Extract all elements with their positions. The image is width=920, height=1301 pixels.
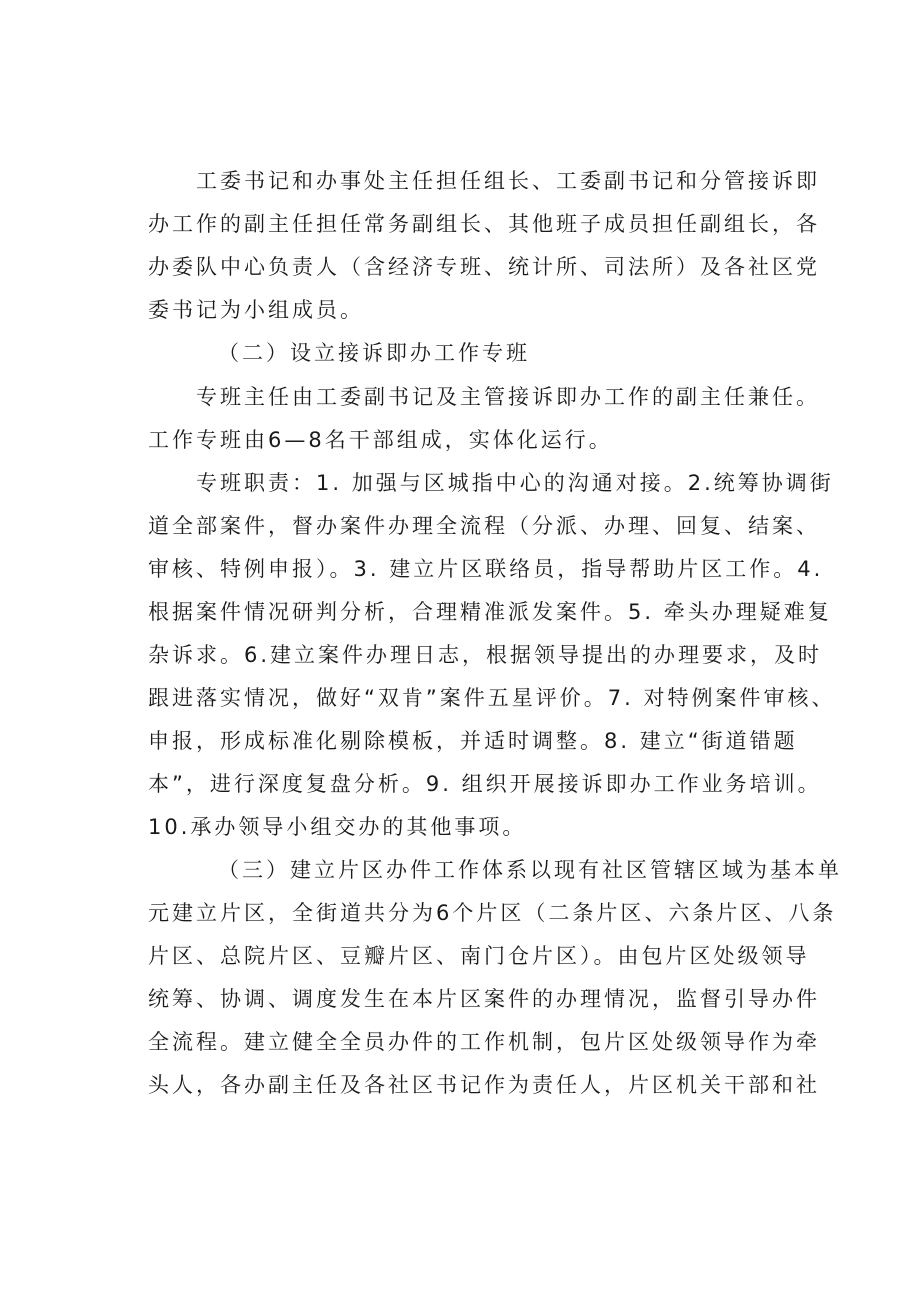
- paragraph-3-line-8: 本”，进行深度复盘分析。9. 组织开展接诉即办工作业务培训。: [148, 772, 822, 796]
- paragraph-4-line-5: 全流程。建立健全全员办件的工作机制，包片区处级领导作为牵: [148, 1030, 820, 1054]
- paragraph-2-line-2: 工作专班由6—8名干部组成，实体化运行。: [148, 428, 613, 452]
- paragraph-4-line-6: 头人，各办副主任及各社区书记作为责任人，片区机关干部和社: [148, 1073, 820, 1097]
- paragraph-3-line-6: 跟进落实情况，做好“双肯”案件五星评价。7. 对特例案件审核、: [148, 686, 836, 710]
- paragraph-3-line-2: 道全部案件，督办案件办理全流程（分派、办理、回复、结案、: [148, 514, 820, 538]
- paragraph-3-line-7: 申报，形成标准化剔除模板，并适时调整。8. 建立“街道错题: [148, 729, 798, 753]
- paragraph-3-line-5: 杂诉求。6.建立案件办理日志，根据领导提出的办理要求，及时: [148, 643, 823, 667]
- paragraph-4-line-3: 片区、总院片区、豆瓣片区、南门仓片区）。由包片区处级领导: [148, 944, 810, 968]
- paragraph-3-line-9: 10.承办领导小组交办的其他事项。: [148, 815, 527, 839]
- paragraph-4-line-1: （三）建立片区办件工作体系以现有社区管辖区域为基本单: [218, 858, 842, 882]
- paragraph-1-line-2: 办工作的副主任担任常务副组长、其他班子成员担任副组长，各: [148, 212, 820, 236]
- section-heading-2: （二）设立接诉即办工作专班: [218, 341, 530, 365]
- paragraph-4-line-2: 元建立片区，全街道共分为6个片区（二条片区、六条片区、八条: [148, 901, 837, 925]
- paragraph-1-line-1: 工委书记和办事处主任担任组长、工委副书记和分管接诉即: [196, 169, 820, 193]
- paragraph-3-line-1: 专班职责：1. 加强与区城指中心的沟通对接。2.统筹协调街: [196, 471, 834, 495]
- paragraph-1-line-4: 委书记为小组成员。: [148, 298, 364, 322]
- paragraph-2-line-1: 专班主任由工委副书记及主管接诉即办工作的副主任兼任。: [196, 385, 820, 409]
- paragraph-3-line-3: 审核、特例申报）。3. 建立片区联络员，指导帮助片区工作。4.: [148, 557, 824, 581]
- paragraph-3-line-4: 根据案件情况研判分析，合理精准派发案件。5. 牵头办理疑难复: [148, 600, 832, 624]
- paragraph-4-line-4: 统筹、协调、调度发生在本片区案件的办理情况，监督引导办件: [148, 987, 820, 1011]
- paragraph-1-line-3: 办委队中心负责人（含经济专班、统计所、司法所）及各社区党: [148, 255, 820, 279]
